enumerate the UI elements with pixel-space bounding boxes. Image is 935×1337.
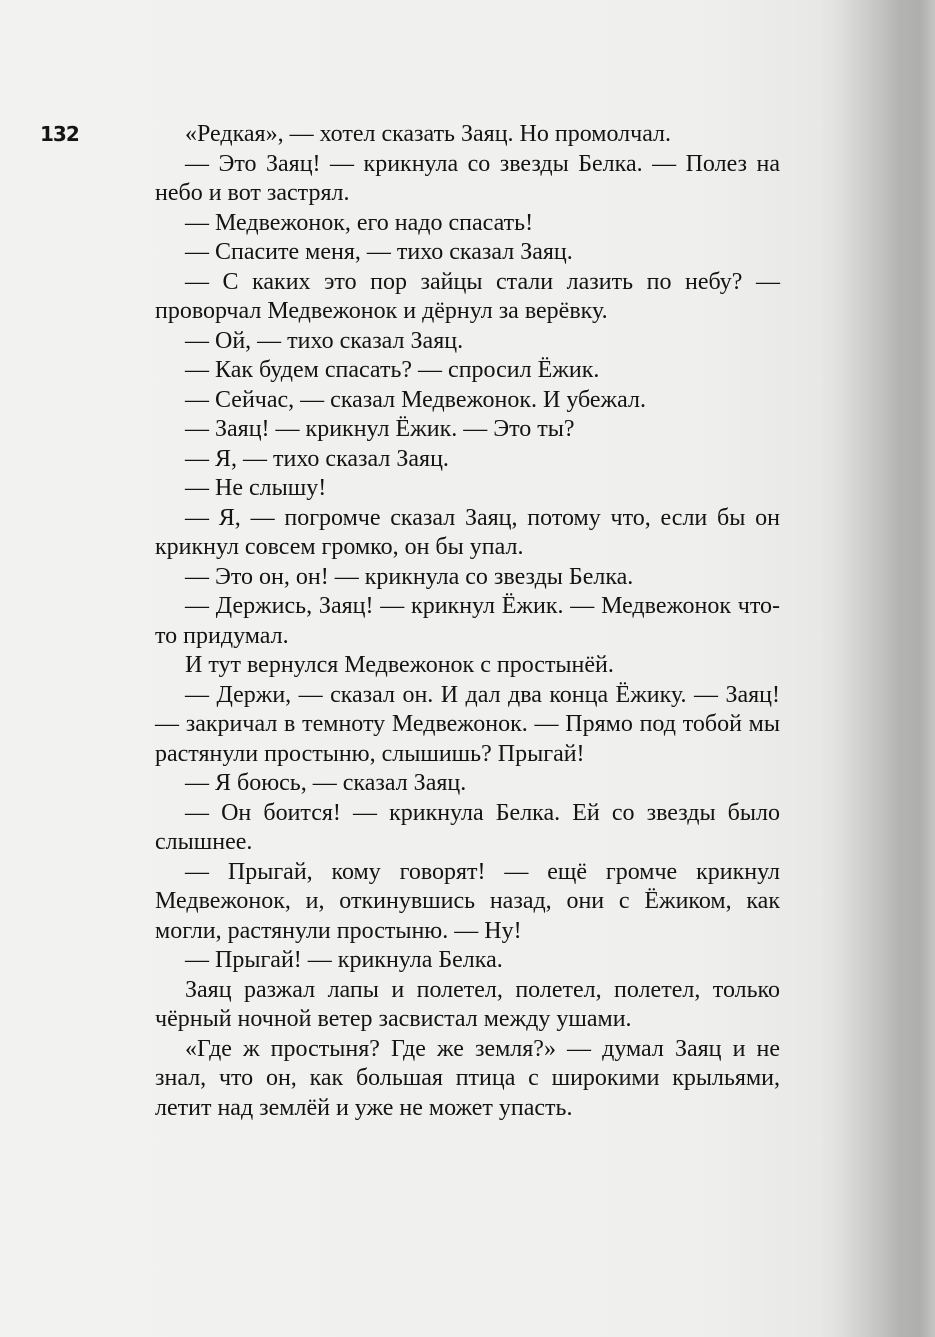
paragraph: — Я, — погромче сказал Заяц, потому что, если бы он крикнул совсем громко, он бы упал. xyxy=(155,504,780,560)
paragraph: — Он боится! — крикнула Белка. Ей со звезды было слышнее. xyxy=(155,799,780,855)
body-text xyxy=(155,120,780,1123)
paragraph: — Держи, — сказал он. И дал два конца Ёжику. — Заяц! — закричал в темноту Медвежонок. — Прямо под тобой мы растянули простыню, слышишь? Прыгай! xyxy=(155,681,780,767)
gutter-shadow xyxy=(835,0,935,1337)
paragraph: — Сейчас, — сказал Медвежонок. И убежал. xyxy=(185,386,646,413)
paragraph: — Спасите меня, — тихо сказал Заяц. xyxy=(185,239,573,265)
paragraph: «Редкая», — хотел сказать Заяц. Но промолчал. xyxy=(185,121,672,147)
paragraph: — Это он, он! — крикнула со звезды Белка. xyxy=(185,563,634,590)
paragraph: «Где ж простыня? Где же земля?» — думал Заяц и не знал, что он, как большая птица с широкими крыльями, летит над землёй и уже не может упасть. xyxy=(155,1035,780,1121)
paragraph: — Заяц! — крикнул Ёжик. — Это ты? xyxy=(185,416,575,442)
paragraph: — Это Заяц! — крикнула со звезды Белка. — Полез на небо и вот застрял. xyxy=(155,150,780,206)
paragraph: — Держись, Заяц! — крикнул Ёжик. — Медвежонок что-то придумал. xyxy=(155,593,780,649)
paragraph: — С каких это пор зайцы стали лазить по небу? — проворчал Медвежонок и дёрнул за верёвку. xyxy=(155,268,780,324)
paragraph: — Как будем спасать? — спросил Ёжик. xyxy=(185,357,600,383)
paragraph: — Я, — тихо сказал Заяц. xyxy=(185,445,449,472)
paragraph: — Прыгай! — крикнула Белка. xyxy=(185,947,503,973)
paragraph: — Прыгай, кому говорят! — ещё громче крикнул Медвежонок, и, откинувшись назад, они с Ёжиком, как могли, растянули простыню. — Ну! xyxy=(155,858,780,944)
paragraph: — Не слышу! xyxy=(185,475,327,501)
page-number: 132 xyxy=(40,122,79,146)
paragraph: — Ой, — тихо сказал Заяц. xyxy=(185,327,464,354)
paragraph: — Медвежонок, его надо спасать! xyxy=(185,209,534,236)
paragraph: И тут вернулся Медвежонок с простынёй. xyxy=(185,652,614,678)
paragraph: — Я боюсь, — сказал Заяц. xyxy=(185,770,467,796)
paragraph: Заяц разжал лапы и полетел, полетел, полетел, только чёрный ночной ветер засвистал между ушами. xyxy=(155,976,780,1032)
